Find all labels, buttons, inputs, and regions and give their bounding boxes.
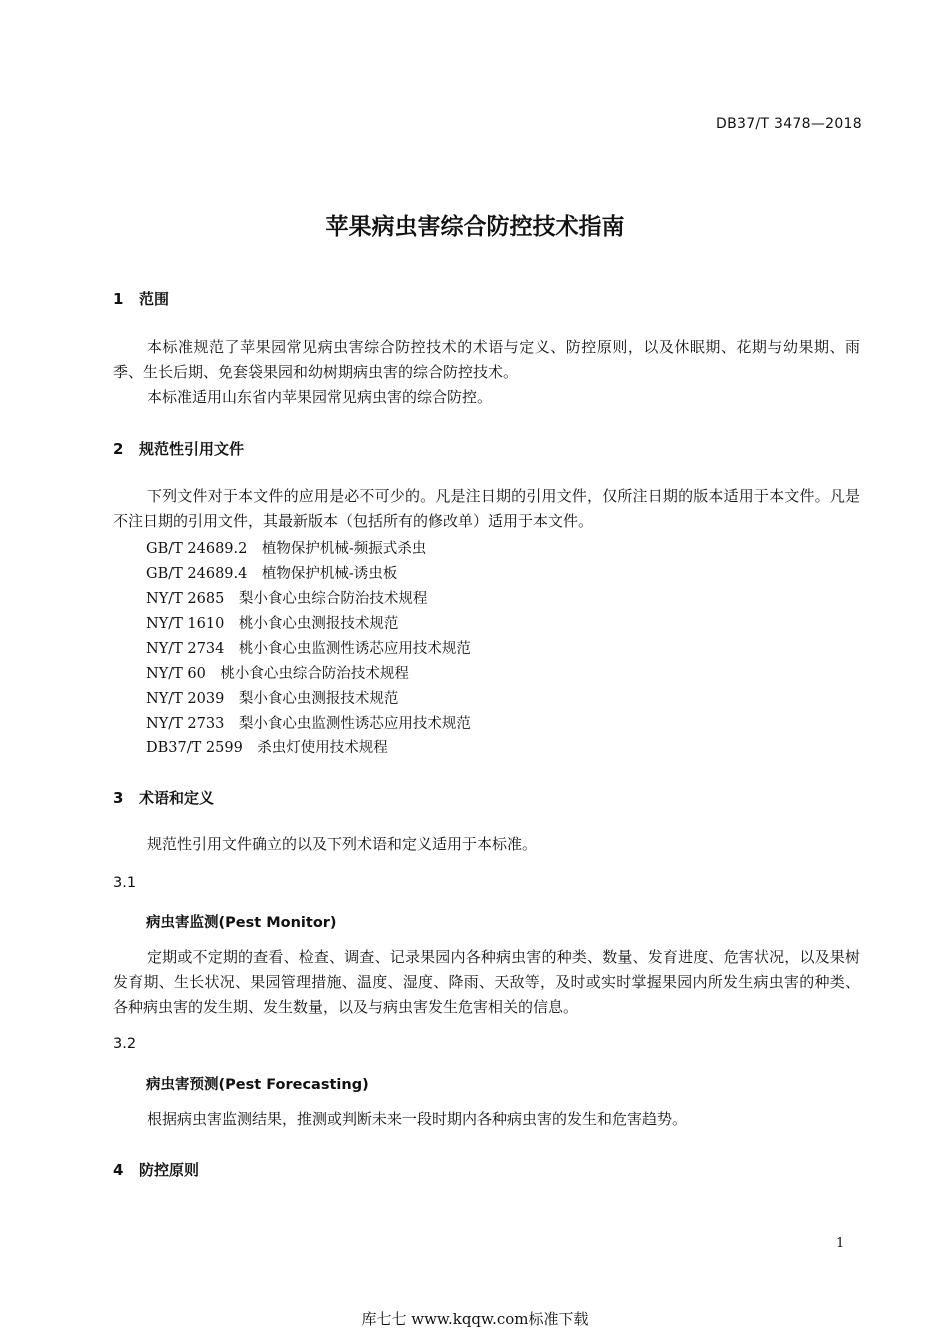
reference-item: GB/T 24689.4 植物保护机械-诱虫板 (146, 566, 398, 582)
section-3-heading (113, 787, 214, 808)
standard-code: DB37/T 3478—2018 (716, 116, 862, 132)
reference-item: NY/T 2685 梨小食心虫综合防治技术规程 (146, 591, 428, 607)
reference-item: GB/T 24689.2 植物保护机械-频振式杀虫 (146, 541, 427, 557)
term-title: 病虫害预测(Pest Forecasting) (146, 1077, 369, 1093)
reference-item: DB37/T 2599 杀虫灯使用技术规程 (146, 740, 388, 756)
footer-watermark: 库七七 www.kqqw.com标准下载 (361, 1310, 589, 1328)
section-1-paragraph-1: 本标准规范了苹果园常见病虫害综合防控技术的术语与定义、防控原则，以及休眠期、花期与幼果期、雨季、生长后期、免套袋果园和幼树期病虫害的综合防控技术。 (113, 338, 860, 381)
section-title: 防控原则 (139, 1161, 200, 1179)
page-number: 1 (836, 1236, 845, 1251)
section-number: 1 (113, 290, 124, 308)
reference-item: NY/T 60 桃小食心虫综合防治技术规程 (146, 666, 409, 682)
reference-item: NY/T 2733 梨小食心虫监测性诱芯应用技术规范 (146, 716, 471, 732)
reference-item: NY/T 1610 桃小食心虫测报技术规范 (146, 616, 399, 632)
section-number: 4 (113, 1161, 124, 1179)
section-title: 范围 (139, 290, 170, 308)
term-number: 3.1 (113, 875, 137, 891)
document-title: 苹果病虫害综合防控技术指南 (325, 214, 625, 240)
section-4-heading (113, 1159, 199, 1180)
term-title: 病虫害监测(Pest Monitor) (146, 915, 337, 931)
term-number: 3.2 (113, 1036, 137, 1052)
section-2-heading (113, 438, 244, 459)
section-title: 规范性引用文件 (139, 440, 245, 458)
reference-item: NY/T 2039 梨小食心虫测报技术规范 (146, 691, 399, 707)
section-3-intro: 规范性引用文件确立的以及下列术语和定义适用于本标准。 (147, 835, 538, 853)
term-definition: 根据病虫害监测结果，推测或判断未来一段时期内各种病虫害的发生和危害趋势。 (147, 1110, 688, 1128)
section-1-paragraph-2: 本标准适用山东省内苹果园常见病虫害的综合防控。 (147, 388, 493, 406)
section-title: 术语和定义 (139, 789, 215, 807)
section-1-heading (113, 288, 169, 309)
term-definition: 定期或不定期的查看、检查、调查、记录果园内各种病虫害的种类、数量、发育进度、危害状况，以及果树发育期、生长状况、果园管理措施、温度、湿度、降雨、天敌等，及时或实时掌握果园内所发生病虫害的种类、各种病虫害的发生期、发生数量，以及与病虫害发生危害相关的信息。 (113, 948, 860, 1016)
section-number: 2 (113, 440, 124, 458)
section-number: 3 (113, 789, 124, 807)
reference-item: NY/T 2734 桃小食心虫监测性诱芯应用技术规范 (146, 641, 471, 657)
section-2-intro: 下列文件对于本文件的应用是必不可少的。凡是注日期的引用文件，仅所注日期的版本适用于本文件。凡是不注日期的引用文件，其最新版本（包括所有的修改单）适用于本文件。 (113, 487, 860, 530)
